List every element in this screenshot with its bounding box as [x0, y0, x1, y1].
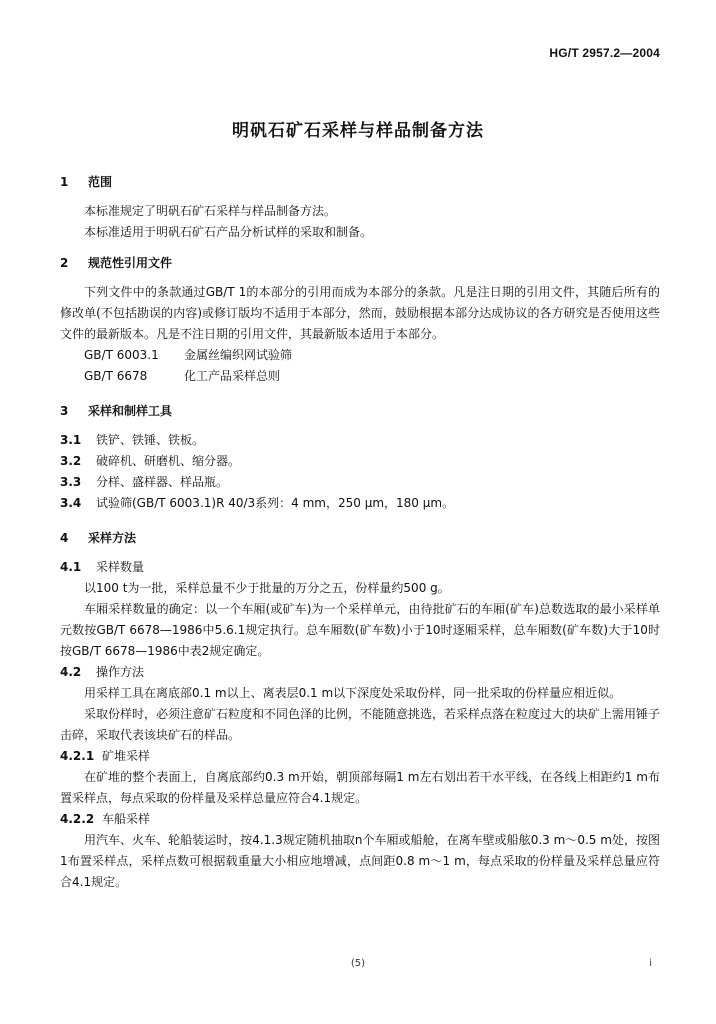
clause-3-4: [60, 493, 660, 514]
clause-4-2-1-heading: [60, 746, 660, 767]
paragraph: 在矿堆的整个表面上，自离底部约0.3 m开始，朝顶部每隔1 m左右划出若干水平线，在各线上相距约1 m布置采样点，每点采取的份样量及采样总量应符合4.1规定。: [60, 770, 660, 805]
clause-number: 4.2.1: [60, 749, 95, 763]
reference-code: GB/T 6678: [84, 369, 148, 383]
reference-name: 化工产品采样总则: [184, 369, 281, 383]
page-number: (5): [350, 958, 366, 969]
clause-3-3: [60, 472, 660, 493]
reference-code: GB/T 6003.1: [84, 348, 159, 362]
clause-4-2-heading: [60, 662, 660, 683]
paragraph: 车厢采样数量的确定：以一个车厢(或矿车)为一个采样单元，由待批矿石的车厢(矿车)总数选取的最小采样单元数按GB/T 6678—1986中5.6.1规定执行。总车厢数(矿车数)小于10时逐厢采样，总车厢数(矿车数)大于10时按GB/T 6678—1986中表2规定确定。: [60, 602, 660, 658]
normative-reference: [60, 366, 660, 387]
clause-number: 3.3: [60, 475, 82, 489]
clause-text: 试验筛(GB/T 6003.1)R 40/3系列：4 mm，250 μm，180 μm。: [96, 496, 455, 510]
section-title: 采样方法: [88, 531, 137, 545]
clause-number: 4.2.2: [60, 812, 95, 826]
paragraph: 本标准适用于明矾石矿石产品分析试样的采取和制备。: [84, 225, 373, 239]
clause-number: 3.1: [60, 433, 82, 447]
document-title: 明矾石矿石采样与样品制备方法: [232, 121, 484, 141]
reference-name: 金属丝编织网试验筛: [184, 348, 293, 362]
clause-text: 分样、盛样器、样品瓶。: [96, 475, 229, 489]
paragraph: 采取份样时，必须注意矿石粒度和不同色泽的比例，不能随意挑选，若采样点落在粒度过大的块矿上需用锤子击碎，采取代表该块矿石的样品。: [60, 707, 661, 742]
clause-title: 操作方法: [96, 665, 145, 679]
clause-4-1-heading: [60, 557, 660, 578]
section-title: 采样和制样工具: [88, 404, 173, 418]
clause-4-2-2-heading: [60, 809, 660, 830]
paragraph: 本标准规定了明矾石矿石采样与样品制备方法。: [84, 204, 337, 218]
clause-title: 矿堆采样: [102, 749, 151, 763]
section-number: 2: [60, 256, 69, 270]
clause-text: 铁铲、铁锤、铁板。: [96, 433, 205, 447]
document-body: [60, 170, 660, 893]
clause-3-2: [60, 451, 660, 472]
clause-number: 3.4: [60, 496, 82, 510]
paragraph: 以100 t为一批，采样总量不少于批量的万分之五，份样量约500 g。: [84, 581, 450, 595]
paragraph: 用汽车、火车、轮船装运时，按4.1.3规定随机抽取n个车厢或船舱，在离车壁或船舷0.3 m～0.5 m处，按图1布置采样点，采样点数可根据载重量大小相应地增减，点间距0.8 m～1 m，每点采取的份样量及采样总量应符合4.1规定。: [60, 833, 660, 889]
clause-title: 车船采样: [102, 812, 151, 826]
clause-title: 采样数量: [96, 560, 145, 574]
section-number: 4: [60, 531, 69, 545]
paragraph: 用采样工具在离底部0.1 m以上、离表层0.1 m以下深度处采取份样，同一批采取的份样量应相近似。: [84, 686, 622, 700]
clause-3-1: [60, 430, 660, 451]
section-3-heading: [60, 401, 660, 422]
section-number: 3: [60, 404, 69, 418]
normative-reference: [60, 345, 660, 366]
paragraph: 下列文件中的条款通过GB/T 1的本部分的引用而成为本部分的条款。凡是注日期的引用文件，其随后所有的修改单(不包括勘误的内容)或修订版均不适用于本部分，然而，鼓励根据本部分达成协议的各方研究是否使用这些文件的最新版本。凡是不注日期的引用文件，其最新版本适用于本部分。: [60, 285, 660, 341]
clause-text: 破碎机、研磨机、缩分器。: [96, 454, 241, 468]
standard-code: HG/T 2957.2—2004: [549, 46, 660, 60]
section-4-heading: [60, 528, 660, 549]
clause-number: 4.1: [60, 560, 82, 574]
clause-number: 4.2: [60, 665, 82, 679]
section-1-heading: [60, 172, 660, 193]
clause-number: 3.2: [60, 454, 82, 468]
section-2-heading: [60, 253, 660, 274]
section-number: 1: [60, 175, 69, 189]
section-title: 规范性引用文件: [88, 256, 173, 270]
section-title: 范围: [88, 175, 113, 189]
footer-mark: i: [649, 958, 652, 969]
